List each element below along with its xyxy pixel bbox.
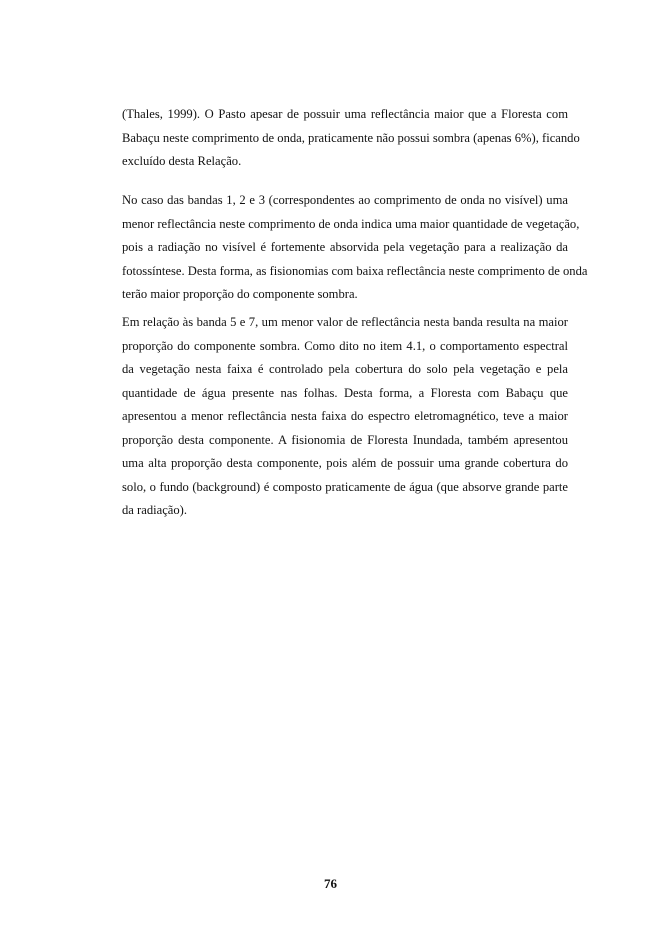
paragraph-line: da vegetação nesta faixa é controlado pela cobertura do solo pela vegetação e pela: [122, 362, 568, 376]
paragraph-line: Babaçu neste comprimento de onda, praticamente não possui sombra (apenas 6%), ficando: [122, 130, 580, 145]
paragraph-line: da radiação).: [122, 503, 188, 517]
paragraph-line: excluído desta Relação.: [122, 154, 242, 168]
paragraph-line: Em relação às banda 5 e 7, um menor valor de reflectância nesta banda resulta na maior: [122, 315, 568, 329]
paragraph-line: No caso das bandas 1, 2 e 3 (correspondentes ao comprimento de onda no visível) uma: [122, 193, 568, 207]
paragraph-line: apresentou a menor reflectância nesta faixa do espectro eletromagnético, teve a maior: [122, 409, 568, 423]
paragraph-line: terão maior proporção do componente sombra.: [122, 287, 358, 301]
paragraph-line: menor reflectância neste comprimento de onda indica uma maior quantidade de vegetação,: [122, 216, 580, 231]
paragraph-3: [122, 311, 568, 523]
paragraph-line: solo, o fundo (background) é composto praticamente de água (que absorve grande parte: [122, 479, 568, 494]
paragraph-line: proporção do componente sombra. Como dito no item 4.1, o comportamento espectral: [122, 338, 568, 353]
paragraph-line: fotossíntese. Desta forma, as fisionomias com baixa reflectância neste comprimento de onda: [122, 263, 588, 278]
paragraph-line: uma alta proporção desta componente, pois além de possuir uma grande cobertura do: [122, 456, 568, 470]
paragraph-2: [122, 189, 588, 307]
paragraph-line: (Thales, 1999). O Pasto apesar de possuir uma reflectância maior que a Floresta com: [122, 107, 568, 121]
paragraph-line: proporção desta componente. A fisionomia de Floresta Inundada, também apresentou: [122, 432, 568, 447]
paragraph-line: pois a radiação no visível é fortemente absorvida pela vegetação para a realização da: [122, 240, 568, 254]
page-number: 76: [324, 876, 337, 891]
paragraph-line: quantidade de água presente nas folhas. Desta forma, a Floresta com Babaçu que: [122, 385, 568, 400]
paragraph-1: [122, 103, 580, 174]
